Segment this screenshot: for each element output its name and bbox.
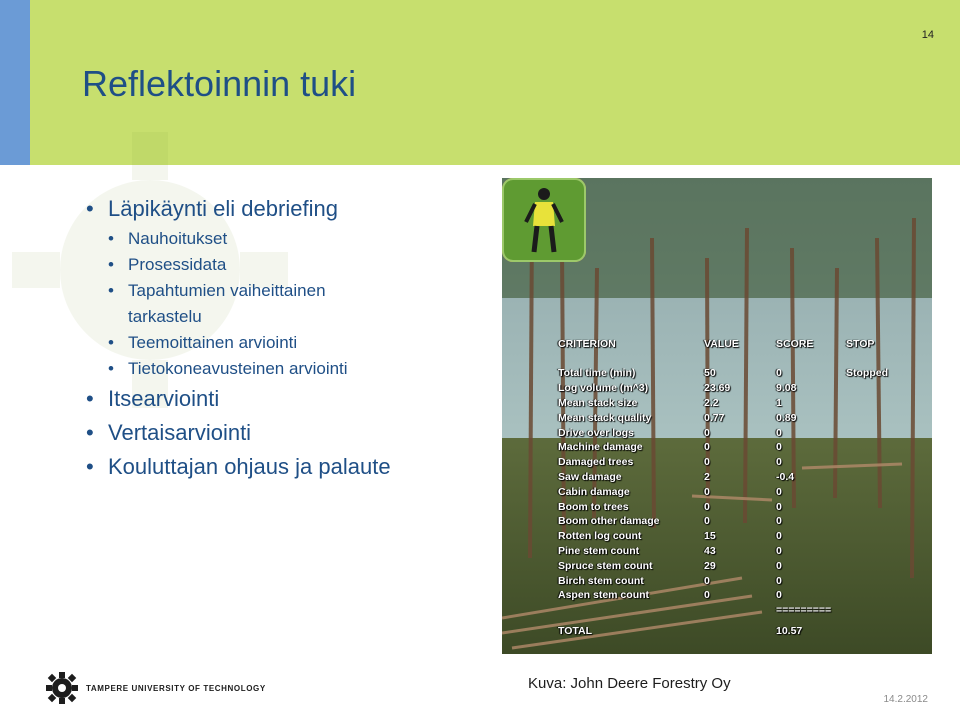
criterion-cell: Total time (min): [558, 367, 636, 380]
total-row: [552, 618, 932, 639]
criterion-cell: Log volume (m^3): [558, 382, 649, 395]
criterion-cell: Boom other damage: [558, 515, 660, 528]
stop-cell: [840, 544, 932, 559]
criteria-table-body: [552, 366, 932, 638]
stop-cell: [840, 514, 932, 529]
sub-bullet-process-data: • Prosessidata: [86, 252, 486, 278]
gear-logo-icon: [46, 672, 78, 704]
col-criterion: CRITERION: [558, 338, 616, 350]
sub-bullet-stepwise-review: [86, 278, 486, 330]
score-cell: 0: [776, 500, 782, 513]
score-cell: 0: [776, 456, 782, 469]
bullet-self-assessment: • Itsearviointi: [86, 382, 486, 416]
empty-cell: [840, 603, 932, 618]
simulator-screenshot: [502, 178, 932, 654]
table-row: [552, 425, 932, 440]
stop-cell: [840, 529, 932, 544]
empty-cell: [698, 618, 770, 639]
criterion-cell: Saw damage: [558, 470, 622, 483]
slide-number: 14: [921, 29, 934, 41]
sub-bullet-stepwise-line2: tarkastelu: [128, 307, 202, 326]
score-cell: 9.08: [776, 382, 797, 395]
table-row: [552, 529, 932, 544]
criterion-cell: Drive over logs: [558, 426, 634, 439]
criteria-table-header: [552, 338, 932, 366]
bullet-debriefing: • Läpikäynti eli debriefing: [86, 192, 486, 226]
value-cell: 0: [704, 500, 710, 513]
slide-title: Reflektoinnin tuki: [82, 63, 357, 104]
bullet-peer-assessment: • Vertaisarviointi: [86, 416, 486, 450]
table-row: [552, 558, 932, 573]
table-row: [552, 499, 932, 514]
table-row: [552, 470, 932, 485]
criterion-cell: Aspen stem count: [558, 589, 650, 602]
image-caption: Kuva: John Deere Forestry Oy: [528, 675, 731, 692]
stop-cell: [840, 484, 932, 499]
criterion-cell: Mean stack quality: [558, 411, 652, 424]
score-cell: -0.4: [776, 470, 795, 483]
value-cell: 29: [704, 559, 716, 572]
stop-cell: [840, 455, 932, 470]
criterion-cell: Pine stem count: [558, 544, 640, 557]
criterion-cell: Damaged trees: [558, 456, 634, 469]
table-row: [552, 396, 932, 411]
criteria-table: [552, 338, 932, 638]
value-cell: 0: [704, 441, 710, 454]
slide-date: 14.2.2012: [883, 694, 928, 705]
stop-cell: [840, 588, 932, 603]
score-cell: 0: [776, 530, 782, 543]
value-cell: 50: [704, 367, 716, 380]
score-cell: 1: [776, 396, 782, 409]
score-cell: 0: [776, 515, 782, 528]
stop-cell: Stopped: [846, 367, 888, 380]
total-score: 10.57: [776, 624, 803, 637]
separator-cell: =========: [776, 604, 832, 617]
table-row: [552, 381, 932, 396]
bullet-instructor-feedback: • Kouluttajan ohjaus ja palaute: [86, 450, 486, 484]
stop-cell: [840, 499, 932, 514]
table-row: [552, 366, 932, 381]
score-cell: 0: [776, 485, 782, 498]
stop-cell: [840, 425, 932, 440]
value-cell: 2: [704, 470, 710, 483]
col-value: VALUE: [704, 338, 739, 350]
criterion-cell: Machine damage: [558, 441, 643, 454]
score-cell: 0: [776, 574, 782, 587]
separator-row: [552, 603, 932, 618]
value-cell: 0: [704, 574, 710, 587]
score-cell: 0: [776, 441, 782, 454]
score-cell: 0.89: [776, 411, 797, 424]
col-stop: STOP: [846, 338, 875, 350]
stop-cell: [840, 558, 932, 573]
organization-name: TAMPERE UNIVERSITY OF TECHNOLOGY: [86, 684, 266, 693]
stop-cell: [840, 470, 932, 485]
value-cell: 2.2: [704, 396, 719, 409]
score-cell: 0: [776, 426, 782, 439]
criterion-cell: Cabin damage: [558, 485, 630, 498]
table-row: [552, 455, 932, 470]
stop-cell: [840, 573, 932, 588]
stop-cell: [840, 440, 932, 455]
stop-cell: [840, 410, 932, 425]
stop-cell: [840, 381, 932, 396]
value-cell: 15: [704, 530, 716, 543]
value-cell: 0: [704, 485, 710, 498]
sub-bullet-computer-assessment: • Tietokoneavusteinen arviointi: [86, 356, 486, 382]
table-row: [552, 410, 932, 425]
sub-bullet-recordings: • Nauhoitukset: [86, 226, 486, 252]
value-cell: 0: [704, 456, 710, 469]
score-cell: 0: [776, 367, 782, 380]
criterion-cell: Birch stem count: [558, 574, 644, 587]
criterion-cell: Boom to trees: [558, 500, 629, 513]
criterion-cell: Mean stack size: [558, 396, 638, 409]
worker-icon: [502, 178, 586, 262]
bullet-list: [86, 192, 486, 484]
criterion-cell: Rotten log count: [558, 530, 642, 543]
col-score: SCORE: [776, 338, 814, 350]
table-row: [552, 573, 932, 588]
score-cell: 0: [776, 589, 782, 602]
value-cell: 0.77: [704, 411, 725, 424]
empty-cell: [552, 603, 698, 618]
table-row: [552, 544, 932, 559]
value-cell: 0: [704, 426, 710, 439]
total-label: TOTAL: [558, 624, 593, 637]
score-cell: 0: [776, 544, 782, 557]
empty-cell: [698, 603, 770, 618]
value-cell: 0: [704, 515, 710, 528]
value-cell: 0: [704, 589, 710, 602]
stop-cell: [840, 396, 932, 411]
value-cell: 23.69: [704, 382, 731, 395]
table-row: [552, 514, 932, 529]
score-cell: 0: [776, 559, 782, 572]
value-cell: 43: [704, 544, 716, 557]
sub-bullet-stepwise-line1: • Tapahtumien vaiheittainen: [128, 281, 326, 300]
criterion-cell: Spruce stem count: [558, 559, 653, 572]
sub-bullet-thematic-assessment: • Teemoittainen arviointi: [86, 330, 486, 356]
table-row: [552, 588, 932, 603]
table-row: [552, 440, 932, 455]
empty-cell: [840, 618, 932, 639]
table-row: [552, 484, 932, 499]
